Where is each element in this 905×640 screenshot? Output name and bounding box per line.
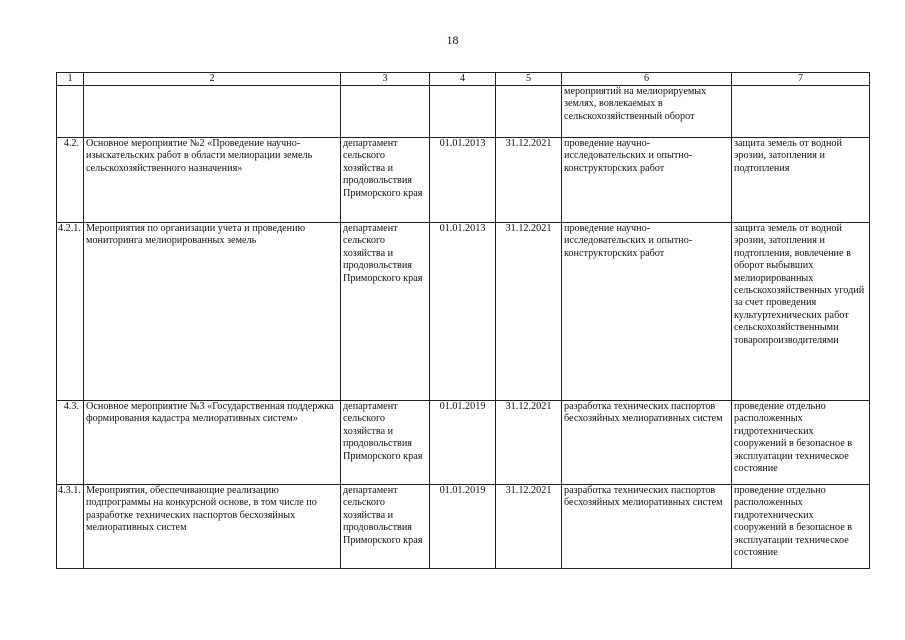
start-date: 01.01.2013 bbox=[430, 223, 496, 401]
end-date: 31.12.2021 bbox=[496, 223, 562, 401]
effect: защита земель от водной эрозии, затопления и подтопления, вовлечение в оборот выбывших мелиорированных сельскохозяйственных угодий за счет проведения культуртехнических работ сельскохозяйственными товаропроизводителями bbox=[732, 223, 870, 401]
row-number bbox=[57, 86, 84, 138]
column-header: 3 bbox=[341, 73, 430, 86]
expected-result: проведение научно-исследовательских и опытно-конструкторских работ bbox=[562, 223, 732, 401]
measure-name: Основное мероприятие №2 «Проведение научно-изыскательских работ в области мелиорации земель сельскохозяйственного назначения» bbox=[84, 138, 341, 223]
measure-name bbox=[84, 86, 341, 138]
table-row bbox=[57, 401, 870, 485]
executor: департамент сельского хозяйства и продовольствия Приморского края bbox=[341, 138, 430, 223]
end-date: 31.12.2021 bbox=[496, 138, 562, 223]
column-header: 7 bbox=[732, 73, 870, 86]
table-row bbox=[57, 138, 870, 223]
measure-name: Мероприятия, обеспечивающие реализацию подпрограммы на конкурсной основе, в том числе по разработке технических паспортов бесхозяйных мелиоративных систем bbox=[84, 485, 341, 569]
effect: проведение отдельно расположенных гидротехнических сооружений в безопасное в эксплуатации техническое состояние bbox=[732, 485, 870, 569]
expected-result: проведение научно-исследовательских и опытно-конструкторских работ bbox=[562, 138, 732, 223]
effect: защита земель от водной эрозии, затопления и подтопления bbox=[732, 138, 870, 223]
column-header: 4 bbox=[430, 73, 496, 86]
expected-result: мероприятий на мелиорируемых землях, вовлекаемых в сельскохозяйственный оборот bbox=[562, 86, 732, 138]
expected-result: разработка технических паспортов бесхозяйных мелиоративных систем bbox=[562, 401, 732, 485]
row-number: 4.3. bbox=[57, 401, 84, 485]
table-row bbox=[57, 485, 870, 569]
row-number: 4.2.1. bbox=[57, 223, 84, 401]
column-header: 2 bbox=[84, 73, 341, 86]
expected-result: разработка технических паспортов бесхозяйных мелиоративных систем bbox=[562, 485, 732, 569]
start-date: 01.01.2013 bbox=[430, 138, 496, 223]
page-number: 18 bbox=[446, 33, 459, 47]
column-number-row bbox=[57, 73, 870, 86]
executor: департамент сельского хозяйства и продовольствия Приморского края bbox=[341, 485, 430, 569]
effect: проведение отдельно расположенных гидротехнических сооружений в безопасное в эксплуатации техническое состояние bbox=[732, 401, 870, 485]
column-header: 5 bbox=[496, 73, 562, 86]
row-number: 4.3.1. bbox=[57, 485, 84, 569]
executor: департамент сельского хозяйства и продовольствия Приморского края bbox=[341, 401, 430, 485]
effect bbox=[732, 86, 870, 138]
executor bbox=[341, 86, 430, 138]
measure-name: Мероприятия по организации учета и проведению мониторинга мелиорированных земель bbox=[84, 223, 341, 401]
end-date: 31.12.2021 bbox=[496, 485, 562, 569]
start-date: 01.01.2019 bbox=[430, 485, 496, 569]
start-date bbox=[430, 86, 496, 138]
executor: департамент сельского хозяйства и продовольствия Приморского края bbox=[341, 223, 430, 401]
end-date bbox=[496, 86, 562, 138]
column-header: 6 bbox=[562, 73, 732, 86]
table-row bbox=[57, 223, 870, 401]
row-number: 4.2. bbox=[57, 138, 84, 223]
table-row bbox=[57, 86, 870, 138]
start-date: 01.01.2019 bbox=[430, 401, 496, 485]
column-header: 1 bbox=[57, 73, 84, 86]
end-date: 31.12.2021 bbox=[496, 401, 562, 485]
program-measures-table bbox=[56, 72, 870, 569]
measure-name: Основное мероприятие №3 «Государственная поддержка формирования кадастра мелиоративных систем» bbox=[84, 401, 341, 485]
